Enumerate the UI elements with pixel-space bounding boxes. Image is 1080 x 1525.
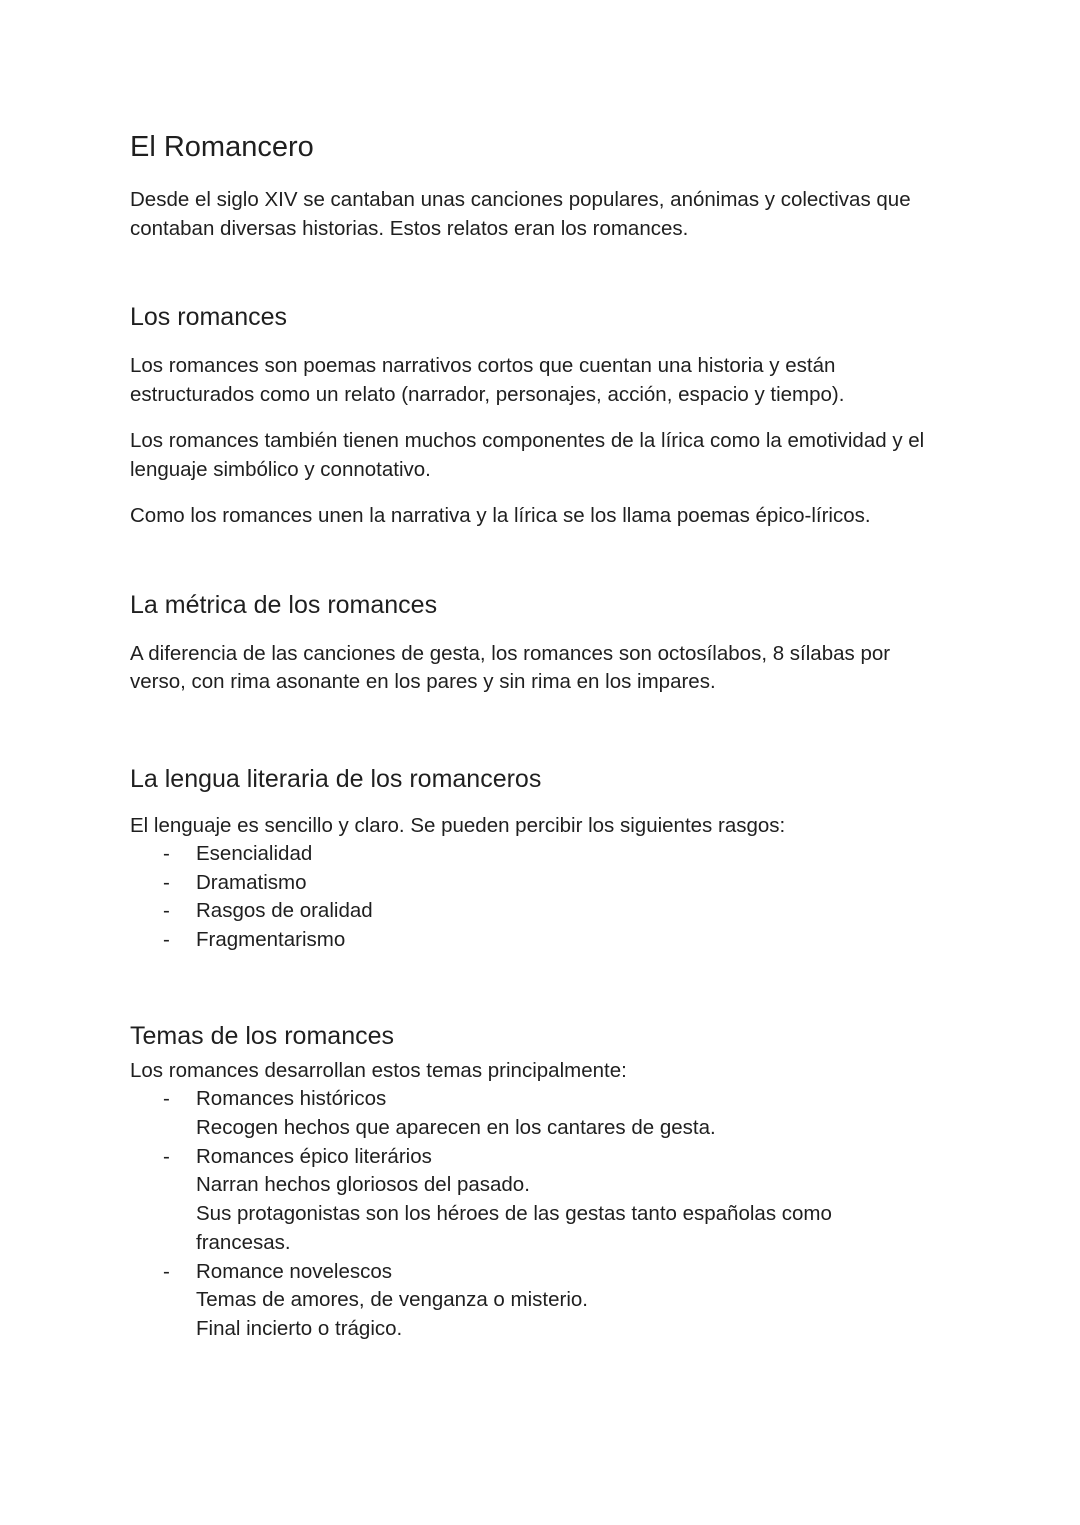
- section-heading-los-romances: Los romances: [130, 303, 288, 331]
- tema-detail: Recogen hechos que aparecen en los cantares de gesta.: [196, 1116, 716, 1140]
- list-item: - Esencialidad: [130, 840, 950, 869]
- list-item: - Dramatismo: [130, 869, 950, 898]
- document-page: [130, 128, 950, 1344]
- section-3-intro: El lenguaje es sencillo y claro. Se pueden percibir los siguientes rasgos:: [130, 813, 786, 837]
- tema-detail: Final incierto o trágico.: [196, 1316, 403, 1340]
- section-1-paragraph-1: Los romances son poemas narrativos cortos que cuentan una historia y están estructurados como un relato (narrador, personajes, acción, espacio y tiempo).: [130, 354, 845, 406]
- intro-paragraph: Desde el siglo XIV se cantaban unas canciones populares, anónimas y colectivas que contaban diversas historias. Estos relatos eran los romances.: [130, 188, 911, 240]
- section-1-paragraph-2: Los romances también tienen muchos componentes de la lírica como la emotividad y el lenguaje simbólico y connotativo.: [130, 429, 925, 481]
- list-item: - Rasgos de oralidad: [130, 897, 950, 926]
- section-4-intro: Los romances desarrollan estos temas principalmente:: [130, 1058, 627, 1082]
- list-item: - Fragmentarismo: [130, 926, 950, 955]
- section-heading-metrica: La métrica de los romances: [130, 590, 438, 619]
- tema-detail: Temas de amores, de venganza o misterio.: [196, 1288, 588, 1312]
- tema-label: - Romances épico literários: [196, 1144, 432, 1168]
- list-item: [130, 1143, 950, 1258]
- document-title: El Romancero: [130, 131, 314, 163]
- temas-list: [130, 1085, 950, 1343]
- section-1-paragraph-3: Como los romances unen la narrativa y la lírica se los llama poemas épico-líricos.: [130, 504, 871, 527]
- tema-label: - Romance novelescos: [196, 1259, 392, 1283]
- section-heading-lengua-literaria: La lengua literaria de los romanceros: [130, 764, 542, 793]
- tema-detail: Sus protagonistas son los héroes de las gestas tanto españolas como francesas.: [196, 1202, 832, 1254]
- list-item: [130, 1258, 950, 1344]
- section-2-paragraph-1: A diferencia de las canciones de gesta, los romances son octosílabos, 8 sílabas por verso, con rima asonante en los pares y sin rima en los impares.: [130, 641, 891, 693]
- tema-detail: Narran hechos gloriosos del pasado.: [196, 1173, 530, 1197]
- tema-label: - Romances históricos: [196, 1087, 387, 1111]
- rasgos-list: [130, 840, 950, 955]
- section-heading-temas: Temas de los romances: [130, 1021, 395, 1050]
- list-item: [130, 1085, 950, 1142]
